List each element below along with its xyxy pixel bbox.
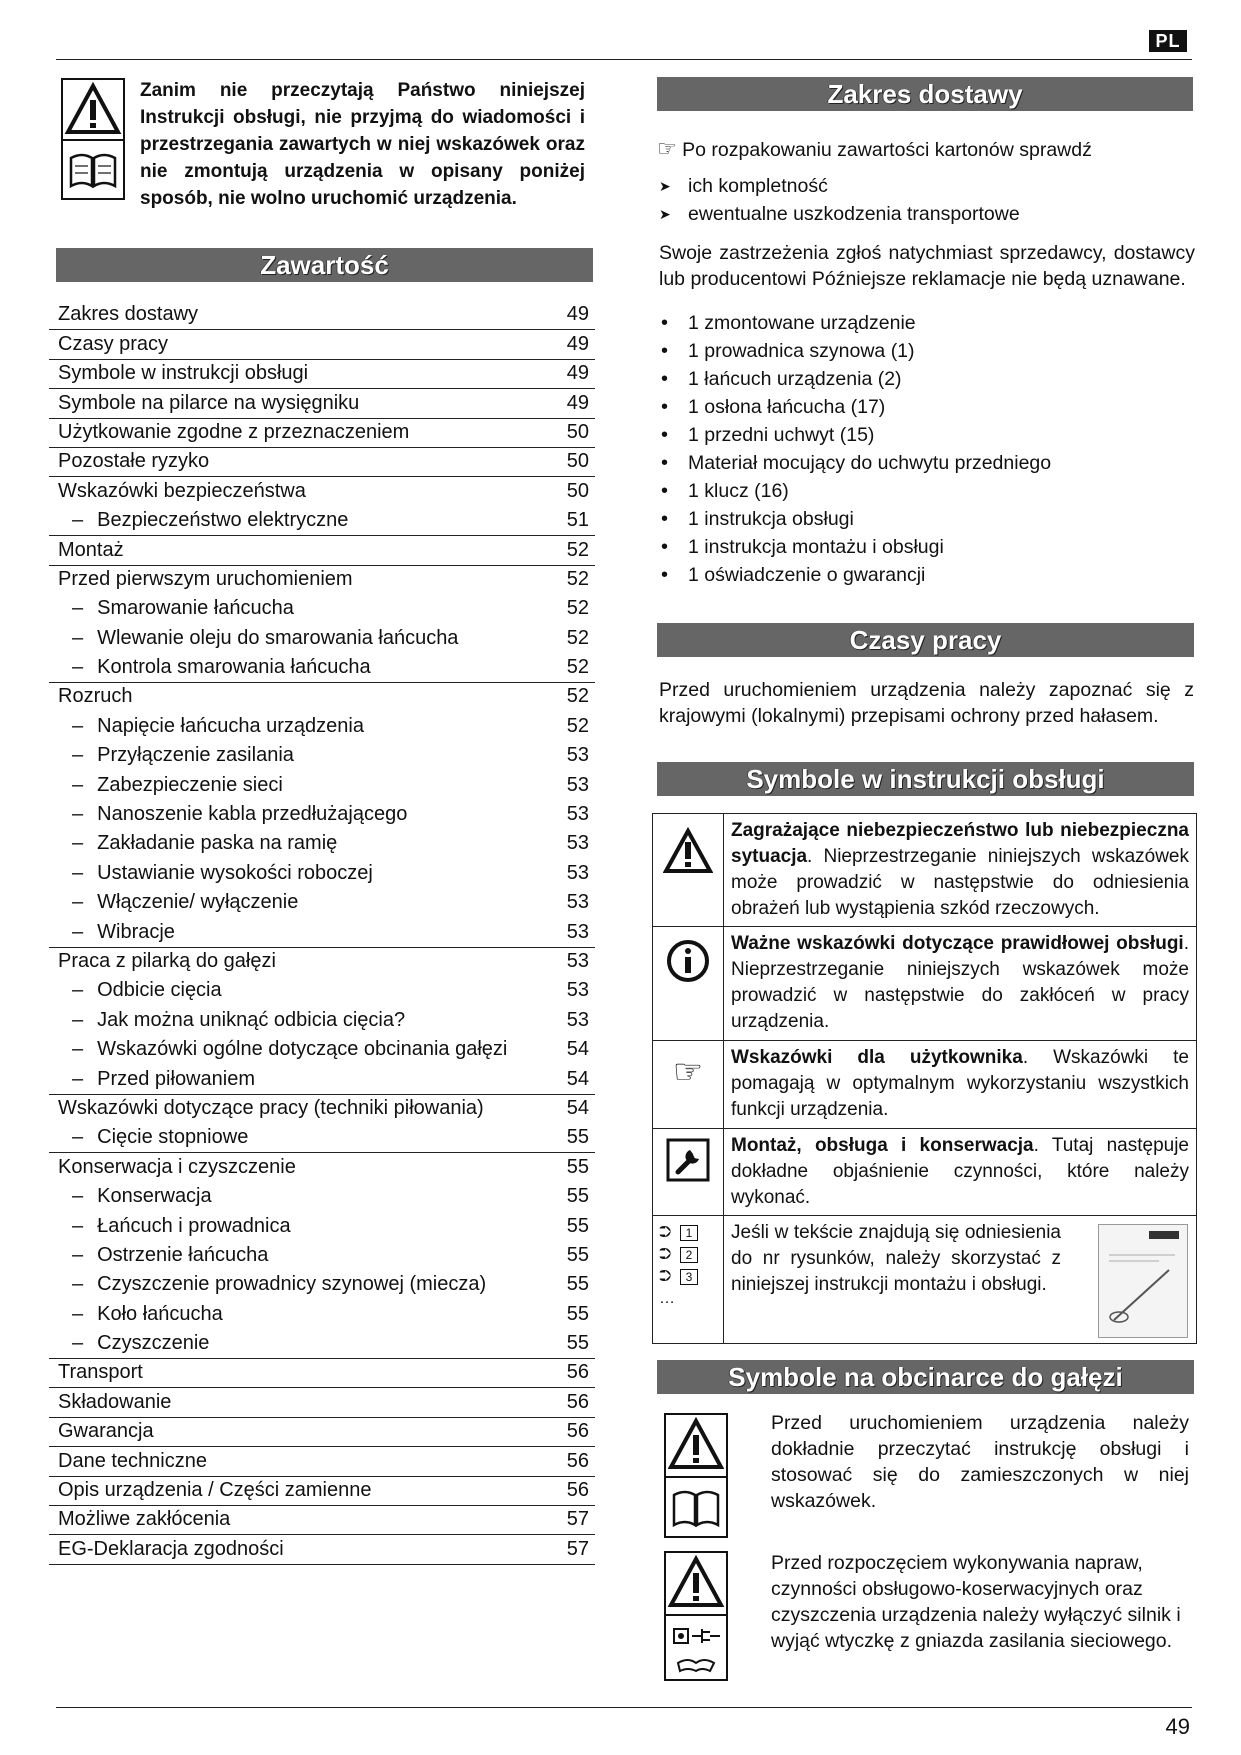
toc-entry-title: Składowanie xyxy=(58,1390,172,1413)
toc-entry-page: 53 xyxy=(566,920,589,943)
toc-entry-page: 54 xyxy=(566,1067,589,1090)
symbol-cell xyxy=(653,927,724,1041)
toc-entry xyxy=(49,1505,595,1534)
delivery-heading: Zakres dostawy xyxy=(657,77,1193,111)
toc-entry-title: Pozostałe ryzyko xyxy=(58,450,210,473)
toc-entry xyxy=(49,917,595,946)
toc-bottom-rule xyxy=(49,1564,595,1565)
toc-entry-title: – Włączenie/ wyłączenie xyxy=(49,891,557,917)
toc-entry xyxy=(49,1182,595,1211)
toc-entry-page: 53 xyxy=(566,803,589,826)
table-row xyxy=(653,814,1197,927)
toc-entry-page: 53 xyxy=(566,891,589,914)
symbol-text: . Nieprzestrzeganie niniejszych wskazówek może prowadzić w następstwie do odniesienia obrażeń lub wystąpienia szkód rzeczowych. xyxy=(731,846,1189,919)
toc-entry-title: – Ustawianie wysokości roboczej xyxy=(49,862,557,888)
toc-entry-page: 52 xyxy=(566,656,589,679)
toc-entry-title: Opis urządzenia / Części zamienne xyxy=(58,1479,372,1502)
unplug-symbol xyxy=(664,1551,728,1681)
figure-ref-text: Jeśli w tekście znajdują się odniesienia do nr rysunków, należy skorzystać z niniejszej instrukcji montażu i obsługi. xyxy=(731,1222,1061,1295)
toc-entry-page: 56 xyxy=(566,1479,589,1502)
toc-entry-title: Możliwe zakłócenia xyxy=(58,1508,231,1531)
toc-entry-title: – Łańcuch i prowadnica xyxy=(49,1215,557,1241)
toc-entry-page: 53 xyxy=(566,832,589,855)
toc-entry xyxy=(49,770,595,799)
toc-entry-title: – Smarowanie łańcucha xyxy=(49,597,557,623)
toc-entry-title: Dane techniczne xyxy=(58,1449,207,1472)
toc-entry xyxy=(49,418,595,447)
toc-entry-title: Praca z pilarką do gałęzi xyxy=(58,949,276,972)
list-item: • Materiał mocujący do uchwytu przedniego xyxy=(657,449,1197,477)
toc-entry-title: Użytkowanie zgodne z przeznaczeniem xyxy=(58,420,410,443)
info-icon xyxy=(665,938,711,984)
toc-entry-page: 55 xyxy=(566,1302,589,1325)
table-row xyxy=(653,1129,1197,1216)
table-row xyxy=(653,1041,1197,1129)
figure-refs-more: … xyxy=(659,1290,675,1307)
toc-entry xyxy=(49,1299,595,1328)
toc-entry xyxy=(49,506,595,535)
toc-entry-title: – Wibracje xyxy=(49,921,557,947)
toc-entry xyxy=(49,741,595,770)
toc-entry-page: 50 xyxy=(566,420,589,443)
toc-entry xyxy=(49,1211,595,1240)
toc-entry-page: 50 xyxy=(566,450,589,473)
toc-entry-title: – Czyszczenie prowadnicy szynowej (miecza) xyxy=(49,1273,557,1299)
device-symbol-text: Przed rozpoczęciem wykonywania napraw, czynności obsługowo-koserwacyjnych oraz czyszczenia urządzenia należy wyłączyć silnik i wyjąć wtyczkę z gniazda zasilania sieciowego. xyxy=(771,1552,1181,1652)
table-of-contents xyxy=(49,300,595,1565)
symbol-text: . Wskazówki te pomagają w optymalnym wykorzystaniu wszystkich funkcji urządzenia. xyxy=(731,1047,1189,1120)
toc-entry-title: – Przed piłowaniem xyxy=(49,1068,557,1094)
toc-entry-title: – Jak można uniknąć odbicia cięcia? xyxy=(49,1009,557,1035)
toc-entry-page: 49 xyxy=(566,391,589,414)
toc-entry xyxy=(49,565,595,594)
manual-symbols-table xyxy=(652,813,1197,1344)
symbol-cell xyxy=(653,1129,724,1216)
toc-entry-title: – Bezpieczeństwo elektryczne xyxy=(49,509,557,535)
toc-entry-page: 49 xyxy=(566,332,589,355)
toc-entry xyxy=(49,1123,595,1152)
toc-entry xyxy=(49,711,595,740)
toc-entry xyxy=(49,388,595,417)
toc-entry-page: 55 xyxy=(566,1273,589,1296)
toc-entry xyxy=(49,1270,595,1299)
toc-entry-page: 52 xyxy=(566,538,589,561)
toc-entry-page: 56 xyxy=(566,1449,589,1472)
delivery-intro-text: Po rozpakowaniu zawartości kartonów sprawdź xyxy=(682,139,1092,161)
toc-entry-page: 50 xyxy=(566,479,589,502)
toc-entry-page: 55 xyxy=(566,1155,589,1178)
toc-entry-title: – Odbicie cięcia xyxy=(49,979,557,1005)
symbol-cell xyxy=(653,1041,724,1129)
toc-entry-title: – Kontrola smarowania łańcucha xyxy=(49,656,557,682)
toc-entry-title: Symbole na pilarce na wysięgniku xyxy=(58,391,360,414)
toc-entry-title: – Wlewanie oleju do smarowania łańcucha xyxy=(49,627,557,653)
toc-entry xyxy=(49,1358,595,1387)
toc-entry-title: – Koło łańcucha xyxy=(49,1303,557,1329)
toc-entry-title: – Przyłączenie zasilania xyxy=(49,744,557,770)
unplug-icon xyxy=(666,1553,726,1679)
wrench-icon xyxy=(666,1138,710,1182)
symbol-title: Zagrażające niebezpieczeństwo lub niebezpieczna sytuacja xyxy=(731,820,1189,867)
toc-entry-title: Konserwacja i czyszczenie xyxy=(58,1155,296,1178)
toc-entry xyxy=(49,858,595,887)
language-badge: PL xyxy=(1149,30,1187,52)
toc-entry-title: Czasy pracy xyxy=(58,332,169,355)
read-manual-symbol xyxy=(664,1413,728,1538)
warning-read-manual-symbol xyxy=(61,78,125,200)
symbol-description xyxy=(724,1041,1197,1129)
toc-entry xyxy=(49,800,595,829)
toc-entry-title: Gwarancja xyxy=(58,1420,154,1443)
toc-entry-title: – Wskazówki ogólne dotyczące obcinania gałęzi xyxy=(49,1038,557,1064)
toc-entry xyxy=(49,682,595,711)
symbol-description xyxy=(724,927,1197,1041)
symbol-text: . Nieprzestrzeganie niniejszych wskazówek może prowadzić w następstwie do zakłóceń w pracy urządzenia. xyxy=(731,933,1189,1032)
warning-book-icon xyxy=(666,1415,726,1536)
toc-entry xyxy=(49,1387,595,1416)
hand-pointer-icon: ☞ xyxy=(657,136,677,161)
figure-ref-cell xyxy=(653,1216,724,1344)
toc-entry-page: 53 xyxy=(566,861,589,884)
toc-entry-title: Symbole w instrukcji obsługi xyxy=(58,362,309,385)
list-item: • 1 klucz (16) xyxy=(657,477,1197,505)
toc-entry xyxy=(49,300,595,329)
toc-entry xyxy=(49,1476,595,1505)
toc-entry-page: 55 xyxy=(566,1214,589,1237)
toc-entry xyxy=(49,976,595,1005)
toc-entry-page: 55 xyxy=(566,1243,589,1266)
working-times-text: Przed uruchomieniem urządzenia należy zapoznać się z krajowymi (lokalnymi) przepisami ochrony przed hałasem. xyxy=(659,679,1194,727)
toc-entry-title: Przed pierwszym uruchomieniem xyxy=(58,567,353,590)
working-times-heading: Czasy pracy xyxy=(657,623,1194,657)
toc-entry-page: 57 xyxy=(566,1508,589,1531)
figure-ref: ⮊ 2 xyxy=(659,1244,723,1266)
symbol-description xyxy=(724,814,1197,927)
toc-entry-page: 49 xyxy=(566,303,589,326)
toc-entry xyxy=(49,1446,595,1475)
toc-entry-page: 53 xyxy=(566,744,589,767)
toc-entry-title: – Czyszczenie xyxy=(49,1332,557,1358)
toc-entry-title: Zakres dostawy xyxy=(58,303,199,326)
toc-entry-title: Transport xyxy=(58,1361,143,1384)
manual-thumbnail-image xyxy=(1098,1224,1188,1338)
table-row xyxy=(653,1216,1197,1344)
toc-entry xyxy=(49,1241,595,1270)
toc-entry xyxy=(49,329,595,358)
toc-entry-page: 51 xyxy=(566,509,589,532)
symbol-title: Wskazówki dla użytkownika xyxy=(731,1047,1023,1068)
toc-entry xyxy=(49,594,595,623)
toc-entry xyxy=(49,535,595,564)
toc-entry xyxy=(49,359,595,388)
list-item: • 1 instrukcja obsługi xyxy=(657,505,1197,533)
toc-entry-page: 54 xyxy=(566,1096,589,1119)
list-item: • 1 łańcuch urządzenia (2) xyxy=(657,365,1197,393)
warning-triangle-icon xyxy=(663,827,713,877)
toc-entry-page: 55 xyxy=(566,1126,589,1149)
toc-entry-page: 56 xyxy=(566,1361,589,1384)
footer-rule xyxy=(56,1707,1192,1708)
symbol-title: Montaż, obsługa i konserwacja xyxy=(731,1135,1034,1156)
toc-entry-title: – Nanoszenie kabla przedłużającego xyxy=(49,803,557,829)
toc-entry-title: – Napięcie łańcucha urządzenia xyxy=(49,715,557,741)
list-item: • 1 osłona łańcucha (17) xyxy=(657,393,1197,421)
list-item: ➤ ich kompletność xyxy=(657,172,1197,200)
toc-entry xyxy=(49,476,595,505)
symbol-description xyxy=(724,1216,1197,1344)
toc-entry-page: 52 xyxy=(566,685,589,708)
toc-heading: Zawartość xyxy=(56,248,593,282)
toc-entry xyxy=(49,1094,595,1123)
delivery-intro xyxy=(657,136,1197,163)
figure-ref: ⮊ 3 xyxy=(659,1266,723,1288)
toc-entry xyxy=(49,947,595,976)
toc-entry-page: 56 xyxy=(566,1420,589,1443)
toc-entry-page: 55 xyxy=(566,1185,589,1208)
list-item: ➤ ewentualne uszkodzenia transportowe xyxy=(657,200,1197,228)
toc-entry xyxy=(49,888,595,917)
toc-entry-page: 52 xyxy=(566,714,589,737)
toc-entry-title: – Cięcie stopniowe xyxy=(49,1126,557,1152)
toc-entry xyxy=(49,1329,595,1358)
delivery-items xyxy=(657,309,1197,589)
toc-entry xyxy=(49,447,595,476)
toc-entry-page: 56 xyxy=(566,1390,589,1413)
toc-entry-page: 55 xyxy=(566,1332,589,1355)
toc-entry xyxy=(49,1064,595,1093)
symbol-cell xyxy=(653,814,724,927)
toc-entry xyxy=(49,1152,595,1181)
toc-entry-page: 52 xyxy=(566,597,589,620)
toc-entry-page: 53 xyxy=(566,949,589,972)
list-item: • 1 oświadczenie o gwarancji xyxy=(657,561,1197,589)
toc-entry xyxy=(49,1035,595,1064)
list-item: • 1 zmontowane urządzenie xyxy=(657,309,1197,337)
toc-entry-title: – Ostrzenie łańcucha xyxy=(49,1244,557,1270)
toc-entry-title: – Konserwacja xyxy=(49,1185,557,1211)
toc-entry xyxy=(49,1005,595,1034)
device-symbols-heading: Symbole na obcinarce do gałęzi xyxy=(657,1360,1194,1394)
page-number: 49 xyxy=(1165,1714,1190,1739)
manual-symbols-heading: Symbole w instrukcji obsługi xyxy=(657,762,1194,796)
toc-entry-title: Wskazówki dotyczące pracy (techniki piłowania) xyxy=(58,1096,484,1119)
toc-entry xyxy=(49,829,595,858)
toc-entry-page: 49 xyxy=(566,362,589,385)
figure-ref: ⮊ 1 xyxy=(659,1222,723,1244)
toc-entry-page: 52 xyxy=(566,626,589,649)
symbol-description xyxy=(724,1129,1197,1216)
toc-entry-page: 52 xyxy=(566,567,589,590)
toc-entry-title: Montaż xyxy=(58,538,124,561)
toc-entry xyxy=(49,1534,595,1563)
list-item: • 1 instrukcja montażu i obsługi xyxy=(657,533,1197,561)
toc-entry-title: Wskazówki bezpieczeństwa xyxy=(58,479,306,502)
toc-entry-page: 57 xyxy=(566,1537,589,1560)
warning-intro-text: Zanim nie przeczytają Państwo niniejszej Instrukcji obsługi, nie przyjmą do wiadomości i przestrzegania zawartych w niej wskazówek oraz nie zmontują urządzenia w opisany poniżej sposób, nie wolno uruchomić urządzenia. xyxy=(140,80,585,209)
toc-entry-page: 53 xyxy=(566,773,589,796)
toc-entry-page: 54 xyxy=(566,1038,589,1061)
toc-entry xyxy=(49,623,595,652)
hand-pointer-icon: ☞ xyxy=(672,1053,704,1091)
figure-refs xyxy=(659,1222,723,1310)
delivery-checks xyxy=(657,172,1197,228)
device-symbol-text: Przed uruchomieniem urządzenia należy dokładnie przeczytać instrukcję obsługi i stosować się do zamieszczonych w niej wskazówek. xyxy=(771,1412,1189,1512)
delivery-note: Swoje zastrzeżenia zgłoś natychmiast sprzedawcy, dostawcy lub producentowi Późniejsze reklamacje nie będą uznawane. xyxy=(659,242,1195,290)
toc-entry xyxy=(49,653,595,682)
toc-entry-page: 53 xyxy=(566,1008,589,1031)
list-item: • 1 przedni uchwyt (15) xyxy=(657,421,1197,449)
toc-entry-title: Rozruch xyxy=(58,685,133,708)
toc-entry-title: – Zakładanie paska na ramię xyxy=(49,832,557,858)
table-row xyxy=(653,927,1197,1041)
header-rule xyxy=(56,59,1192,60)
symbol-text: . Tutaj następuje dokładne objaśnienie czynności, które należy wykonać. xyxy=(731,1135,1190,1208)
warning-triangle-icon xyxy=(63,80,123,198)
symbol-title: Ważne wskazówki dotyczące prawidłowej obsługi xyxy=(731,933,1184,954)
toc-entry xyxy=(49,1417,595,1446)
list-item: • 1 prowadnica szynowa (1) xyxy=(657,337,1197,365)
toc-entry-page: 53 xyxy=(566,979,589,1002)
toc-entry-title: EG-Deklaracja zgodności xyxy=(58,1537,284,1560)
toc-entry-title: – Zabezpieczenie sieci xyxy=(49,774,557,800)
